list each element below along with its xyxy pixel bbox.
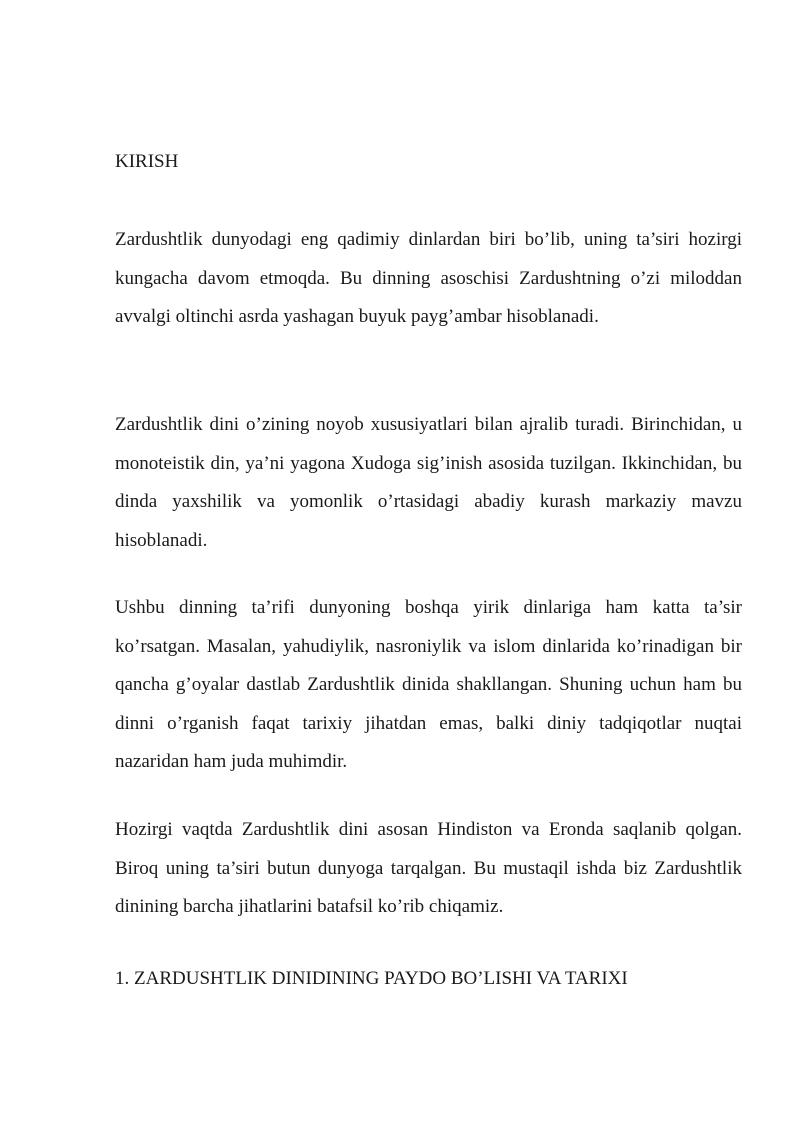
page-title: KIRISH — [115, 151, 179, 172]
paragraph-3: Ushbu dinning ta’rifi dunyoning boshqa yirik dinlariga ham katta ta’sir ko’rsatgan. Masalan, yahudiylik, nasroniylik va islom dinlarida ko’rinadigan bir qancha g’oyalar dastlab Zardushtlik dinida shakllangan. Shuning uchun ham bu dinni o’rganish faqat tarixiy jihatdan emas, balki diniy tadqiqotlar nuqtai nazaridan ham juda muhimdir. — [115, 597, 742, 772]
section-heading: 1. ZARDUSHTLIK DINIDINING PAYDO BO’LISHI VA TARIXI — [115, 968, 628, 989]
paragraph-4: Hozirgi vaqtda Zardushtlik dini asosan Hindiston va Eronda saqlanib qolgan. Biroq uning ta’siri butun dunyoga tarqalgan. Bu mustaqil ishda biz Zardushtlik dinining barcha jihatlarini batafsil ko’rib chiqamiz. — [115, 819, 742, 917]
paragraph-1: Zardushtlik dunyodagi eng qadimiy dinlardan biri bo’lib, uning ta’siri hozirgi kungacha davom etmoqda. Bu dinning asoschisi Zardushtning o’zi miloddan avvalgi oltinchi asrda yashagan buyuk payg’ambar hisoblanadi. — [115, 229, 742, 327]
paragraph-2: Zardushtlik dini o’zining noyob xususiyatlari bilan ajralib turadi. Birinchidan, u monoteistik din, ya’ni yagona Xudoga sig’inish asosida tuzilgan. Ikkinchidan, bu dinda yaxshilik va yomonlik o’rtasidagi abadiy kurash markaziy mavzu hisoblanadi. — [115, 414, 742, 551]
